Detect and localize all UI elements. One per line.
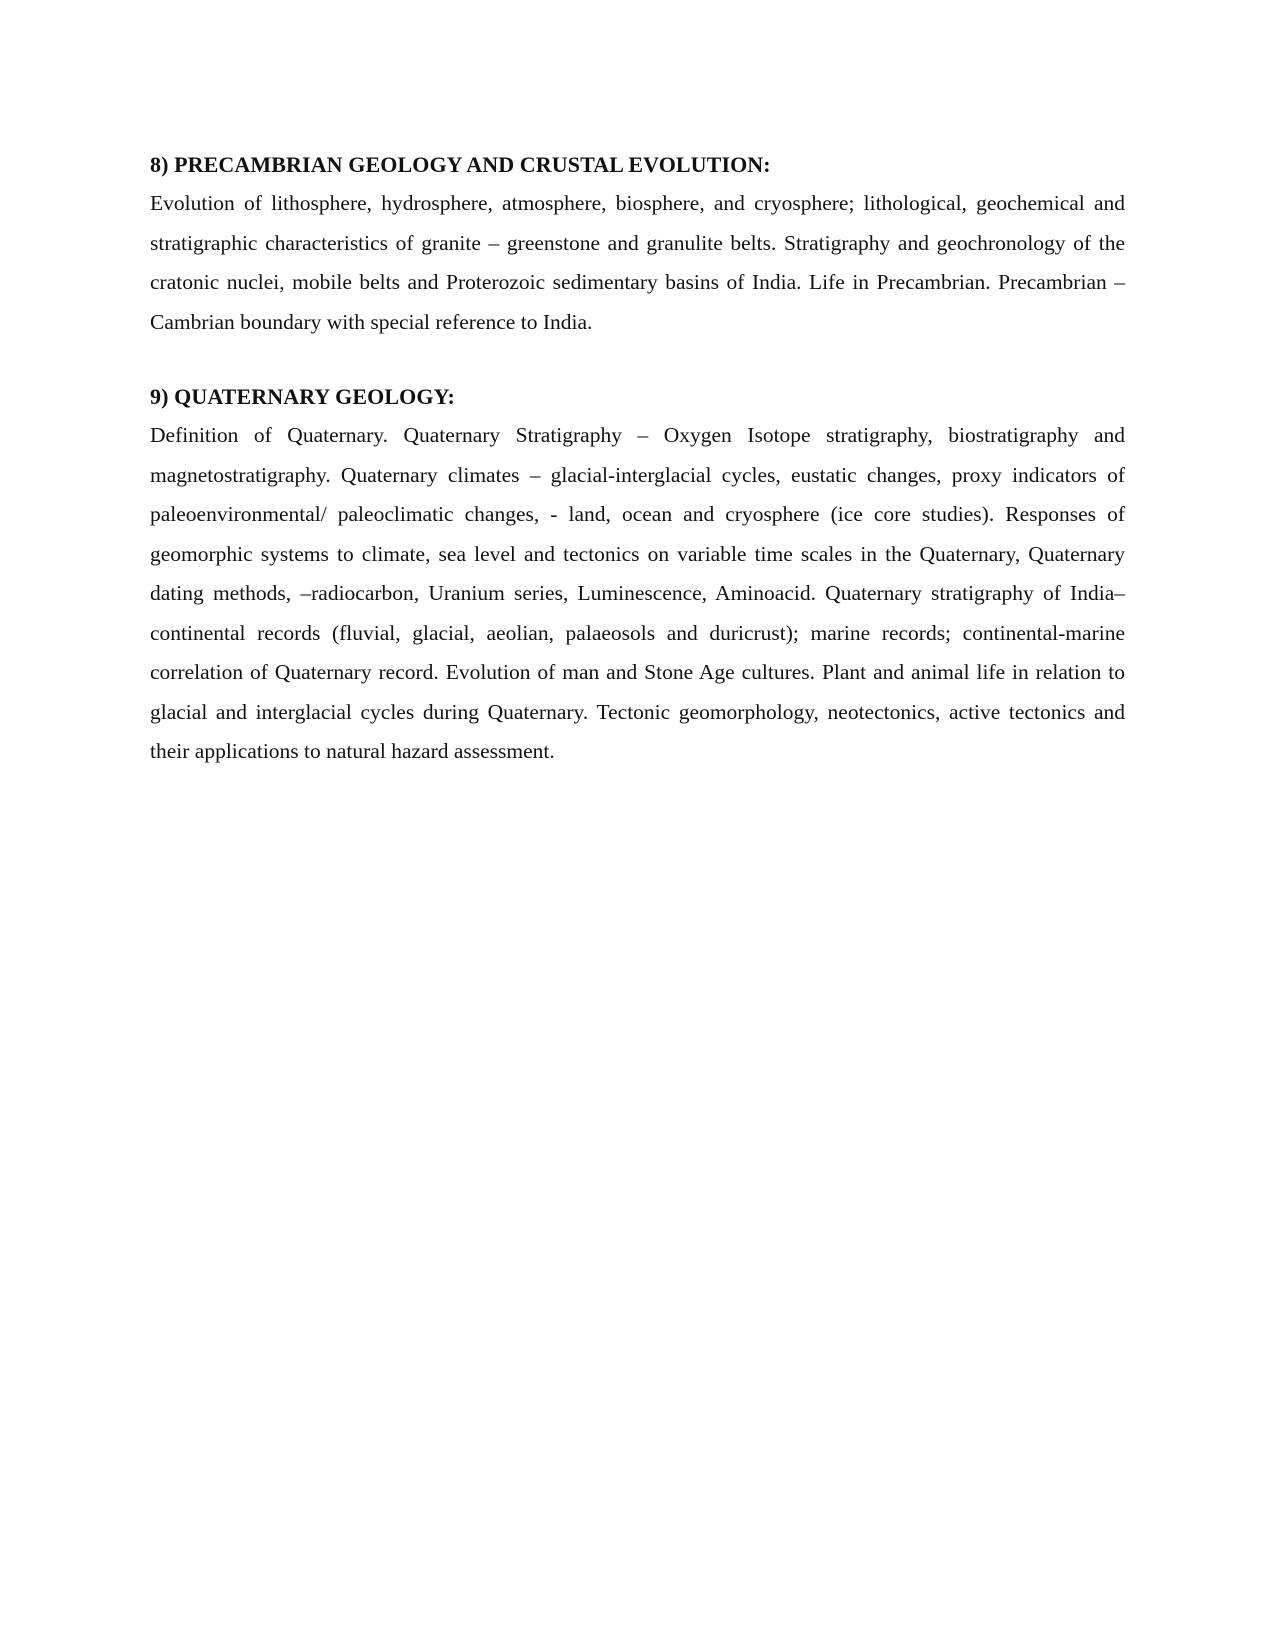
section-heading: 8) PRECAMBRIAN GEOLOGY AND CRUSTAL EVOLUTION: bbox=[150, 152, 771, 177]
section-precambrian-geology bbox=[150, 146, 1125, 342]
section-heading: 9) QUATERNARY GEOLOGY: bbox=[150, 384, 455, 409]
section-body: Evolution of lithosphere, hydrosphere, atmosphere, biosphere, and cryosphere; lithological, geochemical and stratigraphic characteristics of granite – greenstone and granulite belts. Stratigraphy and geochronology of the cratonic nuclei, mobile belts and Proterozoic sedimentary basins of India. Life in Precambrian. Precambrian – Cambrian boundary with special reference to India. bbox=[150, 191, 1125, 334]
section-quaternary-geology bbox=[150, 378, 1125, 772]
section-body: Definition of Quaternary. Quaternary Stratigraphy – Oxygen Isotope stratigraphy, biostratigraphy and magnetostratigraphy. Quaternary climates – glacial-interglacial cycles, eustatic changes, proxy indicators of paleoenvironmental/ paleoclimatic changes, - land, ocean and cryosphere (ice core studies). Responses of geomorphic systems to climate, sea level and tectonics on variable time scales in the Quaternary, Quaternary dating methods, –radiocarbon, Uranium series, Luminescence, Aminoacid. Quaternary stratigraphy of India– continental records (fluvial, glacial, aeolian, palaeosols and duricrust); marine records; continental-marine correlation of Quaternary record. Evolution of man and Stone Age cultures. Plant and animal life in relation to glacial and interglacial cycles during Quaternary. Tectonic geomorphology, neotectonics, active tectonics and their applications to natural hazard assessment. bbox=[150, 423, 1125, 763]
document-page bbox=[150, 146, 1125, 808]
